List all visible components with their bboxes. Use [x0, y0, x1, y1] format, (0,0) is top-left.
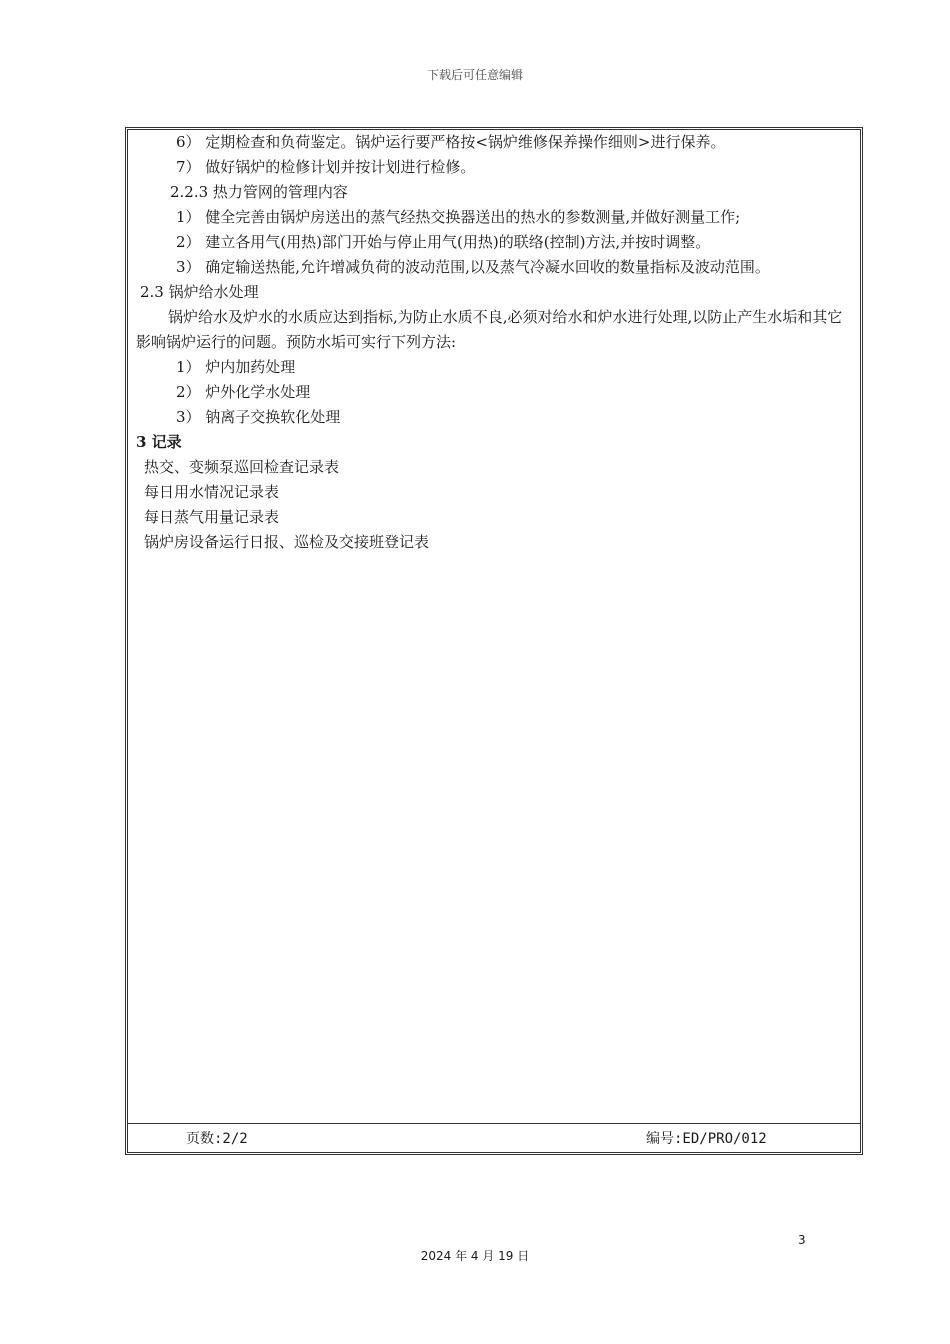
document-code: 编号:ED/PRO/012 — [646, 1131, 767, 1147]
list-item: 3） 钠离子交换软化处理 — [176, 408, 341, 426]
list-item: 1） 健全完善由锅炉房送出的蒸气经热交换器送出的热水的参数测量,并做好测量工作; — [176, 208, 741, 226]
document-frame — [125, 127, 863, 1155]
record-item: 每日蒸气用量记录表 — [144, 508, 280, 526]
list-item: 3） 确定输送热能,允许增减负荷的波动范围,以及蒸气冷凝水回收的数量指标及波动范围。 — [176, 258, 770, 276]
record-item: 每日用水情况记录表 — [144, 483, 280, 501]
date: 2024 年 4 月 19 日 — [420, 1249, 530, 1263]
section-heading: 3 记录 — [136, 433, 182, 451]
page-count: 页数:2/2 — [186, 1131, 248, 1147]
record-item: 热交、变频泵巡回检查记录表 — [144, 458, 340, 476]
document-body — [136, 130, 854, 1125]
list-item: 1） 炉内加药处理 — [176, 358, 296, 376]
list-item: 6） 定期检查和负荷鉴定。锅炉运行要严格按<锅炉维修保养操作细则>进行保养。 — [176, 133, 726, 151]
paragraph: 锅炉给水及炉水的水质应达到指标,为防止水质不良,必须对给水和炉水进行处理,以防止产生水垢和其它影响锅炉运行的问题。预防水垢可实行下列方法: — [136, 308, 843, 351]
footer-row — [128, 1123, 860, 1152]
section-heading: 2.3 锅炉给水处理 — [140, 283, 259, 301]
record-item: 锅炉房设备运行日报、巡检及交接班登记表 — [144, 533, 430, 551]
header-note: 下载后可任意编辑 — [426, 68, 523, 82]
page-number: 3 — [798, 1233, 806, 1247]
list-item: 7） 做好锅炉的检修计划并按计划进行检修。 — [176, 158, 476, 176]
list-item: 2） 炉外化学水处理 — [176, 383, 311, 401]
section-heading: 2.2.3 热力管网的管理内容 — [170, 183, 348, 201]
list-item: 2） 建立各用气(用热)部门开始与停止用气(用热)的联络(控制)方法,并按时调整。 — [176, 233, 711, 251]
